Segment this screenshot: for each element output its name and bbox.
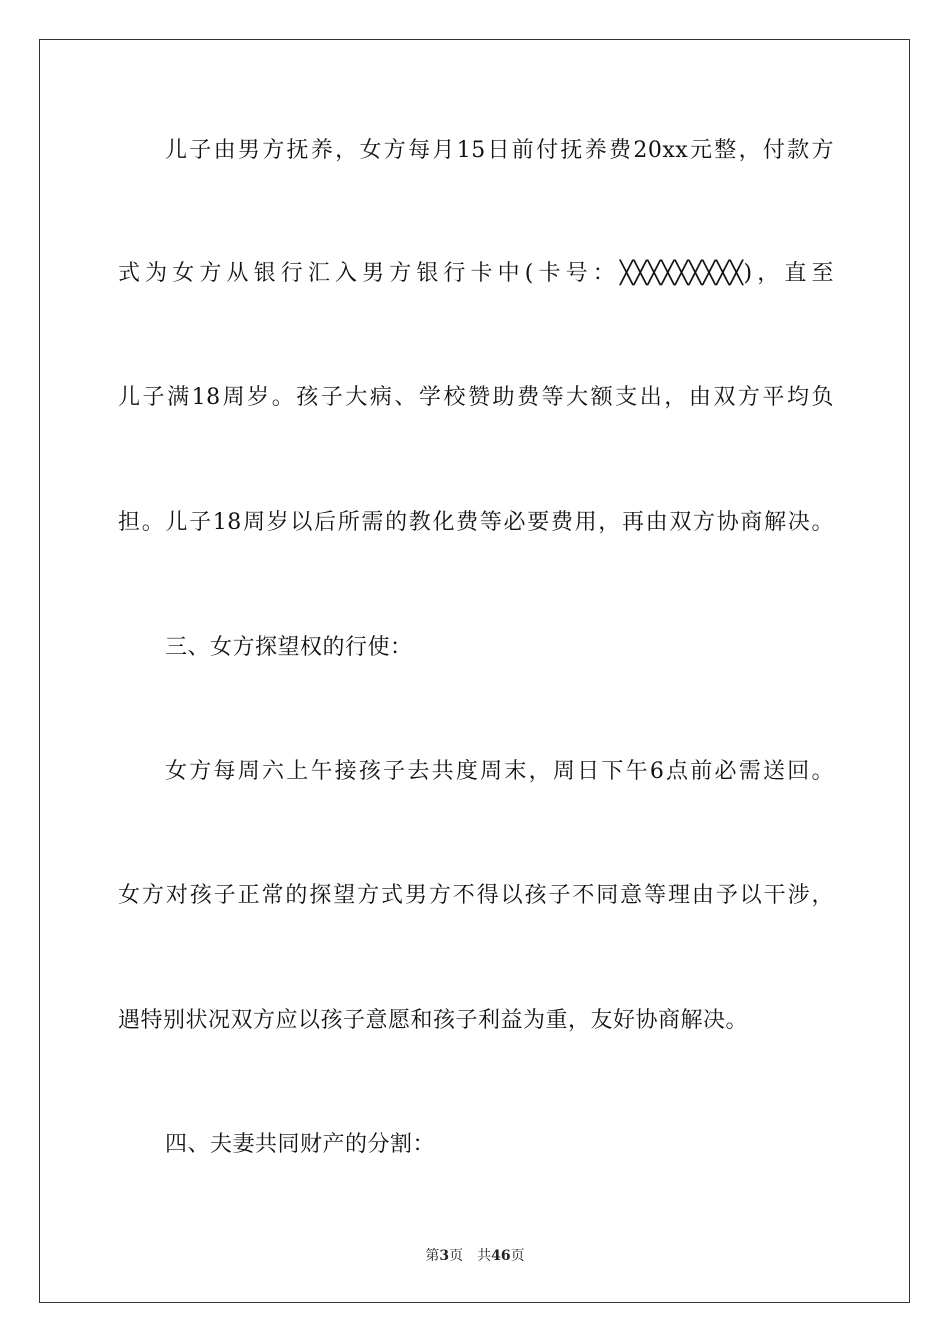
section-heading: 四、夫妻共同财产的分割： [165,1132,436,1157]
total-suffix: 页 [510,1248,525,1264]
paragraph-line: 儿子满18周岁。孩子大病、学校赞助费等大额支出，由双方平均负 [118,385,834,410]
paragraph-line: 儿子由男方抚养，女方每月15日前付抚养费20xx元整，付款方 [165,138,834,163]
total-prefix: 共 [477,1248,492,1264]
paragraph-line: 式为女方从银行汇入男方银行卡中(卡号：╳╳╳╳╳╳╳╳╳)，直至 [118,261,834,286]
paragraph-line: 女方每周六上午接孩子去共度周末，周日下午6点前必需送回。 [165,759,834,784]
total-pages: 46 [491,1248,511,1264]
paragraph-line: 遇特别状况双方应以孩子意愿和孩子利益为重，友好协商解决。 [118,1008,749,1033]
section-heading: 三、女方探望权的行使： [165,635,413,660]
page-prefix: 第 [425,1248,440,1264]
page-suffix: 页 [449,1248,464,1264]
paragraph-line: 女方对孩子正常的探望方式男方不得以孩子不同意等理由予以干涉， [118,883,834,908]
page-frame [39,39,910,1303]
page-footer [0,1247,950,1265]
paragraph-line: 担。儿子18周岁以后所需的教化费等必要费用，再由双方协商解决。 [118,510,834,535]
page-number: 3 [439,1248,450,1264]
